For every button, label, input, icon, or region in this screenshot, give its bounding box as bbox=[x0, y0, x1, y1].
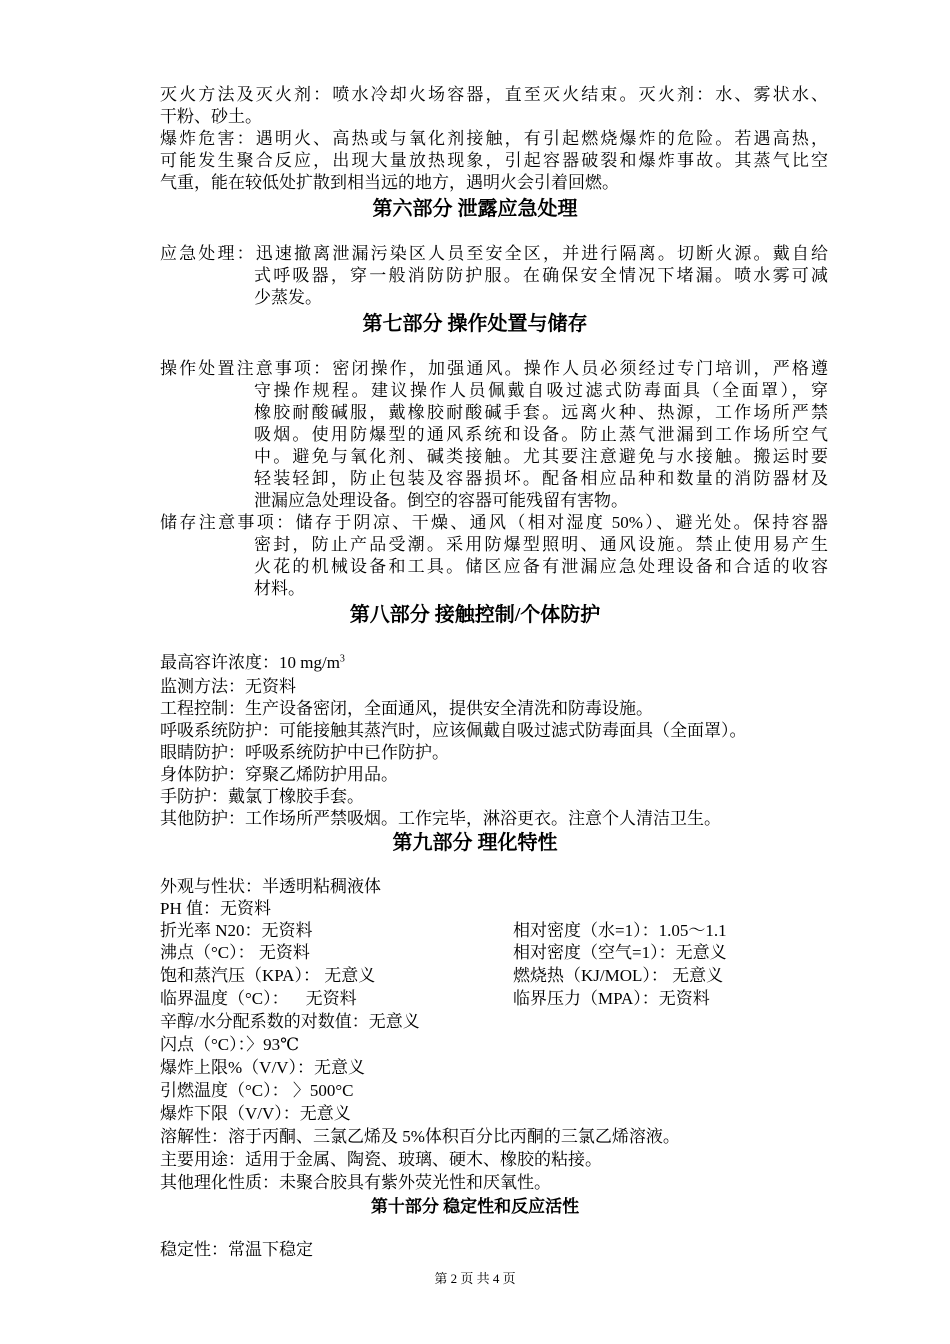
refraction-index: 折光率 N20：无资料 bbox=[160, 921, 313, 940]
explosion-line-3: 气重，能在较低处扩散到相当远的地方，遇明火会引着回燃。 bbox=[160, 173, 619, 192]
main-uses: 主要用途：适用于金属、陶瓷、玻璃、硬木、橡胶的粘接。 bbox=[160, 1150, 602, 1169]
section-6-title: 第六部分 泄露应急处理 bbox=[372, 198, 578, 220]
storage-line-4: 材料。 bbox=[254, 579, 305, 598]
flash-point: 闪点（°C）：〉93℃ bbox=[160, 1035, 300, 1054]
operation-line-3: 橡胶耐酸碱服，戴橡胶耐酸碱手套。远离火种、热源，工作场所严禁 bbox=[254, 403, 828, 422]
hand-protection: 手防护：戴氯丁橡胶手套。 bbox=[160, 787, 364, 806]
combustion-heat: 燃烧热（KJ/MOL）： 无意义 bbox=[513, 966, 724, 985]
critical-pressure: 临界压力（MPA）：无资料 bbox=[513, 989, 710, 1008]
section-9-title: 第九部分 理化特性 bbox=[392, 832, 558, 854]
emergency-line-2: 式呼吸器，穿一般消防防护服。在确保安全情况下堵漏。喷水雾可减 bbox=[254, 266, 828, 285]
explosion-line-2: 可能发生聚合反应，出现大量放热现象，引起容器破裂和爆炸事故。其蒸气比空 bbox=[160, 151, 828, 170]
body-protection: 身体防护：穿聚乙烯防护用品。 bbox=[160, 765, 398, 784]
critical-temperature: 临界温度（°C）： 无资料 bbox=[160, 989, 357, 1008]
boiling-point: 沸点（°C）： 无资料 bbox=[160, 943, 310, 962]
max-concentration-text: 最高容许浓度：10 mg/m bbox=[160, 653, 340, 672]
partition-coefficient: 辛醇/水分配系数的对数值：无意义 bbox=[160, 1012, 420, 1031]
stability: 稳定性：常温下稳定 bbox=[160, 1240, 313, 1259]
upper-explosion-limit: 爆炸上限%（V/V）：无意义 bbox=[160, 1058, 365, 1077]
vapor-pressure: 饱和蒸汽压（KPA）： 无意义 bbox=[160, 966, 376, 985]
operation-line-2: 守操作规程。建议操作人员佩戴自吸过滤式防毒面具（全面罩），穿 bbox=[254, 381, 828, 400]
storage-line-1: 储存注意事项：储存于阴凉、干燥、通风（相对湿度 50%）、避光处。保持容器 bbox=[160, 513, 828, 532]
operation-line-6: 轻装轻卸，防止包装及容器损坏。配备相应品种和数量的消防器材及 bbox=[254, 469, 828, 488]
operation-line-7: 泄漏应急处理设备。倒空的容器可能残留有害物。 bbox=[254, 491, 628, 510]
eye-protection: 眼睛防护：呼吸系统防护中已作防护。 bbox=[160, 743, 449, 762]
respiratory-protection: 呼吸系统防护：可能接触其蒸汽时，应该佩戴自吸过滤式防毒面具（全面罩）。 bbox=[160, 721, 747, 740]
page-number: 第 2 页 共 4 页 bbox=[434, 1271, 516, 1286]
solubility: 溶解性：溶于丙酮、三氯乙烯及 5%体积百分比丙酮的三氯乙烯溶液。 bbox=[160, 1127, 680, 1146]
max-concentration-superscript: 3 bbox=[339, 653, 345, 665]
operation-line-1: 操作处置注意事项：密闭操作，加强通风。操作人员必须经过专门培训，严格遵 bbox=[160, 359, 828, 378]
section-10-title: 第十部分 稳定性和反应活性 bbox=[370, 1197, 580, 1216]
appearance: 外观与性状：半透明粘稠液体 bbox=[160, 877, 381, 896]
operation-line-5: 中。避免与氧化剂、碱类接触。尤其要注意避免与水接触。搬运时要 bbox=[254, 447, 828, 466]
monitor-method: 监测方法：无资料 bbox=[160, 677, 296, 696]
section-7-title: 第七部分 操作处置与储存 bbox=[362, 313, 588, 335]
relative-density-air: 相对密度（空气=1）：无意义 bbox=[513, 943, 727, 962]
max-concentration bbox=[160, 652, 345, 674]
other-properties: 其他理化性质：未聚合胶具有紫外荧光性和厌氧性。 bbox=[160, 1173, 551, 1192]
relative-density-water: 相对密度（水=1）：1.05～1.1 bbox=[513, 921, 727, 940]
section-8-title: 第八部分 接触控制/个体防护 bbox=[349, 604, 601, 626]
engineering-control: 工程控制：生产设备密闭，全面通风，提供安全清洗和防毒设施。 bbox=[160, 699, 653, 718]
other-protection: 其他防护：工作场所严禁吸烟。工作完毕，淋浴更衣。注意个人清洁卫生。 bbox=[160, 809, 721, 828]
storage-line-3: 火花的机械设备和工具。储区应备有泄漏应急处理设备和合适的收容 bbox=[254, 557, 828, 576]
ignition-temperature: 引燃温度（°C）： 〉500°C bbox=[160, 1081, 354, 1100]
emergency-line-3: 少蒸发。 bbox=[254, 288, 322, 307]
fire-method-line-2: 干粉、砂土。 bbox=[160, 107, 262, 126]
operation-line-4: 吸烟。使用防爆型的通风系统和设备。防止蒸气泄漏到工作场所空气 bbox=[254, 425, 828, 444]
storage-line-2: 密封，防止产品受潮。采用防爆型照明、通风设施。禁止使用易产生 bbox=[254, 535, 828, 554]
explosion-line-1: 爆炸危害：遇明火、高热或与氧化剂接触，有引起燃烧爆炸的危险。若遇高热， bbox=[160, 129, 828, 148]
emergency-line-1: 应急处理：迅速撤离泄漏污染区人员至安全区，并进行隔离。切断火源。戴自给 bbox=[160, 244, 828, 263]
fire-method-line-1: 灭火方法及灭火剂：喷水冷却火场容器，直至灭火结束。灭火剂：水、雾状水、 bbox=[160, 85, 828, 104]
lower-explosion-limit: 爆炸下限（V/V）：无意义 bbox=[160, 1104, 351, 1123]
ph-value: PH 值：无资料 bbox=[160, 899, 271, 918]
